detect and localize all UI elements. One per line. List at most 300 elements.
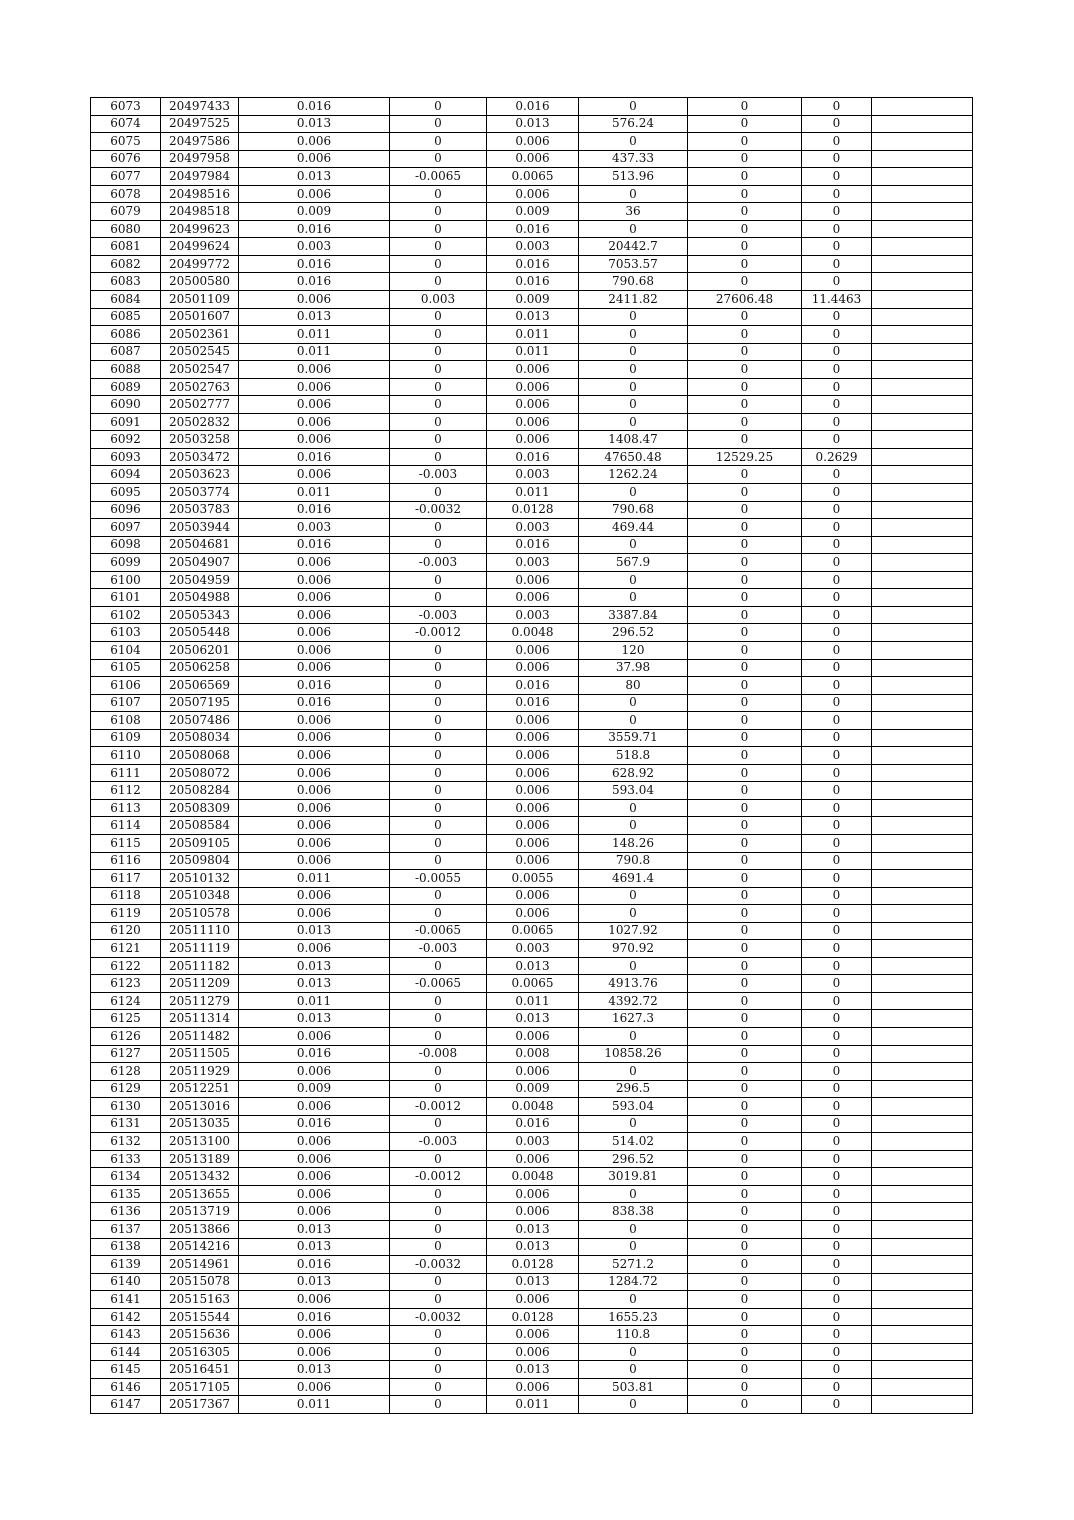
value-b-cell: -0.0012 xyxy=(390,1098,487,1116)
row-number-cell: 6104 xyxy=(91,641,161,659)
amount-cell: 628.92 xyxy=(579,764,688,782)
ratio-cell: 0 xyxy=(802,992,872,1010)
ratio-cell: 0 xyxy=(802,1256,872,1274)
row-number-cell: 6139 xyxy=(91,1256,161,1274)
id-cell: 20508072 xyxy=(161,764,239,782)
ratio-cell: 0 xyxy=(802,466,872,484)
value-a-cell: 0.006 xyxy=(239,554,390,572)
amount-cell: 10858.26 xyxy=(579,1045,688,1063)
ratio-cell: 0 xyxy=(802,1326,872,1344)
value-a-cell: 0.006 xyxy=(239,1098,390,1116)
row-number-cell: 6121 xyxy=(91,940,161,958)
amount-cell: 1408.47 xyxy=(579,431,688,449)
row-number-cell: 6099 xyxy=(91,554,161,572)
id-cell: 20501109 xyxy=(161,291,239,309)
blank-cell xyxy=(872,764,973,782)
amount-cell: 296.52 xyxy=(579,1150,688,1168)
value-b-cell: 0 xyxy=(390,1361,487,1379)
id-cell: 20515163 xyxy=(161,1291,239,1309)
blank-cell xyxy=(872,1273,973,1291)
ratio-cell: 0 xyxy=(802,1396,872,1414)
blank-cell xyxy=(872,536,973,554)
blank-cell xyxy=(872,1291,973,1309)
value-c-cell: 0.006 xyxy=(487,413,579,431)
value-c-cell: 0.0065 xyxy=(487,975,579,993)
id-cell: 20509804 xyxy=(161,852,239,870)
row-number-cell: 6113 xyxy=(91,799,161,817)
table-row xyxy=(91,1273,973,1291)
blank-cell xyxy=(872,203,973,221)
value-a-cell: 0.013 xyxy=(239,975,390,993)
amount-cell: 0 xyxy=(579,536,688,554)
value-c-cell: 0.016 xyxy=(487,536,579,554)
value-a-cell: 0.006 xyxy=(239,1291,390,1309)
amount-cell: 4913.76 xyxy=(579,975,688,993)
id-cell: 20503774 xyxy=(161,484,239,502)
ratio-cell: 0 xyxy=(802,1378,872,1396)
ratio-cell: 0 xyxy=(802,957,872,975)
ratio-cell: 0 xyxy=(802,975,872,993)
row-number-cell: 6073 xyxy=(91,98,161,116)
id-cell: 20508034 xyxy=(161,729,239,747)
amount-cell: 790.68 xyxy=(579,501,688,519)
value-a-cell: 0.006 xyxy=(239,291,390,309)
value-b-cell: -0.0055 xyxy=(390,870,487,888)
value-c-cell: 0.016 xyxy=(487,677,579,695)
amount-cell: 296.5 xyxy=(579,1080,688,1098)
table-row xyxy=(91,1361,973,1379)
ratio-cell: 0 xyxy=(802,203,872,221)
ratio-cell: 0 xyxy=(802,1098,872,1116)
ratio-cell: 0 xyxy=(802,519,872,537)
value-c-cell: 0.013 xyxy=(487,1238,579,1256)
id-cell: 20505448 xyxy=(161,624,239,642)
table-row xyxy=(91,677,973,695)
value-c-cell: 0.0128 xyxy=(487,1256,579,1274)
value-c-cell: 0.006 xyxy=(487,799,579,817)
ratio-cell: 0 xyxy=(802,887,872,905)
value-a-cell: 0.006 xyxy=(239,852,390,870)
ratio-cell: 0 xyxy=(802,905,872,923)
amount-cell: 2411.82 xyxy=(579,291,688,309)
value-a-cell: 0.006 xyxy=(239,606,390,624)
value-c-cell: 0.0128 xyxy=(487,1308,579,1326)
table-row xyxy=(91,624,973,642)
value-c-cell: 0.0048 xyxy=(487,1168,579,1186)
value-a-cell: 0.016 xyxy=(239,694,390,712)
amount-b-cell: 0 xyxy=(688,922,802,940)
row-number-cell: 6097 xyxy=(91,519,161,537)
row-number-cell: 6147 xyxy=(91,1396,161,1414)
value-a-cell: 0.016 xyxy=(239,1308,390,1326)
id-cell: 20508309 xyxy=(161,799,239,817)
amount-b-cell: 0 xyxy=(688,834,802,852)
ratio-cell: 0 xyxy=(802,1063,872,1081)
ratio-cell: 0 xyxy=(802,484,872,502)
amount-b-cell: 0 xyxy=(688,712,802,730)
value-b-cell: 0 xyxy=(390,1185,487,1203)
value-c-cell: 0.006 xyxy=(487,185,579,203)
id-cell: 20514961 xyxy=(161,1256,239,1274)
ratio-cell: 0 xyxy=(802,659,872,677)
ratio-cell: 0 xyxy=(802,1115,872,1133)
ratio-cell: 0 xyxy=(802,571,872,589)
value-a-cell: 0.011 xyxy=(239,870,390,888)
amount-cell: 37.98 xyxy=(579,659,688,677)
table-row xyxy=(91,291,973,309)
amount-b-cell: 0 xyxy=(688,396,802,414)
value-b-cell: -0.0065 xyxy=(390,975,487,993)
amount-b-cell: 0 xyxy=(688,1326,802,1344)
blank-cell xyxy=(872,220,973,238)
ratio-cell: 0 xyxy=(802,606,872,624)
table-row xyxy=(91,799,973,817)
id-cell: 20510132 xyxy=(161,870,239,888)
ratio-cell: 0 xyxy=(802,238,872,256)
row-number-cell: 6085 xyxy=(91,308,161,326)
blank-cell xyxy=(872,1168,973,1186)
ratio-cell: 0 xyxy=(802,1343,872,1361)
amount-b-cell: 0 xyxy=(688,1168,802,1186)
id-cell: 20511314 xyxy=(161,1010,239,1028)
amount-cell: 593.04 xyxy=(579,782,688,800)
value-a-cell: 0.006 xyxy=(239,133,390,151)
row-number-cell: 6141 xyxy=(91,1291,161,1309)
ratio-cell: 0.2629 xyxy=(802,448,872,466)
value-b-cell: 0 xyxy=(390,887,487,905)
blank-cell xyxy=(872,431,973,449)
value-c-cell: 0.013 xyxy=(487,1221,579,1239)
value-b-cell: -0.0012 xyxy=(390,624,487,642)
blank-cell xyxy=(872,694,973,712)
table-row xyxy=(91,1238,973,1256)
row-number-cell: 6109 xyxy=(91,729,161,747)
blank-cell xyxy=(872,905,973,923)
value-b-cell: 0 xyxy=(390,361,487,379)
value-b-cell: 0 xyxy=(390,220,487,238)
row-number-cell: 6138 xyxy=(91,1238,161,1256)
id-cell: 20503944 xyxy=(161,519,239,537)
blank-cell xyxy=(872,168,973,186)
value-b-cell: 0 xyxy=(390,729,487,747)
row-number-cell: 6095 xyxy=(91,484,161,502)
value-a-cell: 0.006 xyxy=(239,466,390,484)
amount-cell: 0 xyxy=(579,1396,688,1414)
value-b-cell: 0 xyxy=(390,992,487,1010)
ratio-cell: 0 xyxy=(802,1221,872,1239)
blank-cell xyxy=(872,1343,973,1361)
ratio-cell: 0 xyxy=(802,922,872,940)
value-b-cell: 0 xyxy=(390,712,487,730)
amount-b-cell: 0 xyxy=(688,992,802,1010)
table-row xyxy=(91,641,973,659)
row-number-cell: 6103 xyxy=(91,624,161,642)
row-number-cell: 6098 xyxy=(91,536,161,554)
amount-cell: 0 xyxy=(579,413,688,431)
value-a-cell: 0.006 xyxy=(239,1027,390,1045)
row-number-cell: 6086 xyxy=(91,326,161,344)
value-a-cell: 0.006 xyxy=(239,659,390,677)
value-c-cell: 0.006 xyxy=(487,641,579,659)
id-cell: 20515636 xyxy=(161,1326,239,1344)
blank-cell xyxy=(872,975,973,993)
value-b-cell: 0 xyxy=(390,238,487,256)
row-number-cell: 6074 xyxy=(91,115,161,133)
table-row xyxy=(91,448,973,466)
value-c-cell: 0.006 xyxy=(487,729,579,747)
amount-b-cell: 0 xyxy=(688,431,802,449)
value-a-cell: 0.006 xyxy=(239,1150,390,1168)
id-cell: 20497525 xyxy=(161,115,239,133)
value-c-cell: 0.0055 xyxy=(487,870,579,888)
table-row xyxy=(91,185,973,203)
value-c-cell: 0.016 xyxy=(487,448,579,466)
id-cell: 20513035 xyxy=(161,1115,239,1133)
blank-cell xyxy=(872,887,973,905)
table-row xyxy=(91,834,973,852)
amount-b-cell: 0 xyxy=(688,659,802,677)
ratio-cell: 0 xyxy=(802,98,872,116)
ratio-cell: 0 xyxy=(802,343,872,361)
amount-b-cell: 0 xyxy=(688,484,802,502)
amount-b-cell: 0 xyxy=(688,308,802,326)
value-c-cell: 0.011 xyxy=(487,484,579,502)
table-row xyxy=(91,519,973,537)
row-number-cell: 6130 xyxy=(91,1098,161,1116)
blank-cell xyxy=(872,1221,973,1239)
value-b-cell: 0 xyxy=(390,852,487,870)
amount-b-cell: 0 xyxy=(688,887,802,905)
blank-cell xyxy=(872,1256,973,1274)
amount-cell: 0 xyxy=(579,361,688,379)
amount-b-cell: 0 xyxy=(688,185,802,203)
value-a-cell: 0.013 xyxy=(239,922,390,940)
table-row xyxy=(91,694,973,712)
value-c-cell: 0.016 xyxy=(487,98,579,116)
value-c-cell: 0.011 xyxy=(487,343,579,361)
value-c-cell: 0.009 xyxy=(487,1080,579,1098)
value-c-cell: 0.003 xyxy=(487,606,579,624)
value-c-cell: 0.006 xyxy=(487,571,579,589)
value-c-cell: 0.006 xyxy=(487,659,579,677)
value-b-cell: 0 xyxy=(390,782,487,800)
value-b-cell: 0 xyxy=(390,1221,487,1239)
row-number-cell: 6106 xyxy=(91,677,161,695)
amount-cell: 110.8 xyxy=(579,1326,688,1344)
value-a-cell: 0.016 xyxy=(239,220,390,238)
blank-cell xyxy=(872,957,973,975)
id-cell: 20509105 xyxy=(161,834,239,852)
value-a-cell: 0.006 xyxy=(239,764,390,782)
ratio-cell: 0 xyxy=(802,554,872,572)
amount-b-cell: 0 xyxy=(688,220,802,238)
value-c-cell: 0.003 xyxy=(487,519,579,537)
id-cell: 20502777 xyxy=(161,396,239,414)
id-cell: 20505343 xyxy=(161,606,239,624)
ratio-cell: 0 xyxy=(802,641,872,659)
blank-cell xyxy=(872,98,973,116)
blank-cell xyxy=(872,519,973,537)
table-row xyxy=(91,115,973,133)
blank-cell xyxy=(872,712,973,730)
amount-b-cell: 0 xyxy=(688,975,802,993)
row-number-cell: 6144 xyxy=(91,1343,161,1361)
amount-cell: 0 xyxy=(579,1221,688,1239)
ratio-cell: 0 xyxy=(802,799,872,817)
value-b-cell: -0.0032 xyxy=(390,1308,487,1326)
ratio-cell: 0 xyxy=(802,220,872,238)
amount-cell: 1655.23 xyxy=(579,1308,688,1326)
id-cell: 20498516 xyxy=(161,185,239,203)
table-row xyxy=(91,589,973,607)
blank-cell xyxy=(872,799,973,817)
value-a-cell: 0.013 xyxy=(239,957,390,975)
id-cell: 20513719 xyxy=(161,1203,239,1221)
blank-cell xyxy=(872,589,973,607)
value-b-cell: 0 xyxy=(390,1396,487,1414)
amount-cell: 0 xyxy=(579,343,688,361)
value-c-cell: 0.006 xyxy=(487,1326,579,1344)
value-a-cell: 0.006 xyxy=(239,1326,390,1344)
value-b-cell: 0.003 xyxy=(390,291,487,309)
blank-cell xyxy=(872,1203,973,1221)
value-b-cell: 0 xyxy=(390,1027,487,1045)
row-number-cell: 6112 xyxy=(91,782,161,800)
blank-cell xyxy=(872,343,973,361)
table-row xyxy=(91,1115,973,1133)
blank-cell xyxy=(872,1115,973,1133)
ratio-cell: 0 xyxy=(802,1027,872,1045)
value-b-cell: -0.0032 xyxy=(390,1256,487,1274)
amount-b-cell: 0 xyxy=(688,1080,802,1098)
amount-b-cell: 0 xyxy=(688,589,802,607)
blank-cell xyxy=(872,641,973,659)
row-number-cell: 6125 xyxy=(91,1010,161,1028)
ratio-cell: 0 xyxy=(802,1080,872,1098)
amount-cell: 80 xyxy=(579,677,688,695)
id-cell: 20513189 xyxy=(161,1150,239,1168)
ratio-cell: 0 xyxy=(802,115,872,133)
id-cell: 20511505 xyxy=(161,1045,239,1063)
table-row xyxy=(91,133,973,151)
blank-cell xyxy=(872,1080,973,1098)
value-a-cell: 0.006 xyxy=(239,1133,390,1151)
value-a-cell: 0.016 xyxy=(239,1256,390,1274)
value-c-cell: 0.011 xyxy=(487,1396,579,1414)
value-b-cell: 0 xyxy=(390,255,487,273)
ratio-cell: 0 xyxy=(802,1185,872,1203)
value-a-cell: 0.006 xyxy=(239,361,390,379)
table-row xyxy=(91,308,973,326)
ratio-cell: 0 xyxy=(802,1133,872,1151)
value-c-cell: 0.006 xyxy=(487,378,579,396)
amount-cell: 0 xyxy=(579,378,688,396)
amount-cell: 0 xyxy=(579,326,688,344)
amount-b-cell: 0 xyxy=(688,1133,802,1151)
table-row xyxy=(91,1326,973,1344)
value-b-cell: 0 xyxy=(390,1010,487,1028)
amount-b-cell: 0 xyxy=(688,1308,802,1326)
blank-cell xyxy=(872,396,973,414)
ratio-cell: 0 xyxy=(802,1308,872,1326)
id-cell: 20517105 xyxy=(161,1378,239,1396)
blank-cell xyxy=(872,834,973,852)
table-row xyxy=(91,466,973,484)
value-b-cell: 0 xyxy=(390,1343,487,1361)
amount-b-cell: 0 xyxy=(688,1343,802,1361)
value-a-cell: 0.006 xyxy=(239,782,390,800)
amount-b-cell: 0 xyxy=(688,168,802,186)
id-cell: 20510578 xyxy=(161,905,239,923)
value-c-cell: 0.006 xyxy=(487,431,579,449)
row-number-cell: 6101 xyxy=(91,589,161,607)
amount-b-cell: 0 xyxy=(688,1098,802,1116)
value-b-cell: 0 xyxy=(390,185,487,203)
value-c-cell: 0.006 xyxy=(487,887,579,905)
row-number-cell: 6117 xyxy=(91,870,161,888)
ratio-cell: 0 xyxy=(802,729,872,747)
row-number-cell: 6081 xyxy=(91,238,161,256)
amount-b-cell: 0 xyxy=(688,1150,802,1168)
value-b-cell: 0 xyxy=(390,1203,487,1221)
row-number-cell: 6080 xyxy=(91,220,161,238)
value-c-cell: 0.006 xyxy=(487,1291,579,1309)
value-a-cell: 0.006 xyxy=(239,624,390,642)
amount-b-cell: 0 xyxy=(688,501,802,519)
blank-cell xyxy=(872,1238,973,1256)
value-c-cell: 0.006 xyxy=(487,782,579,800)
row-number-cell: 6090 xyxy=(91,396,161,414)
table-row xyxy=(91,870,973,888)
amount-cell: 1284.72 xyxy=(579,1273,688,1291)
id-cell: 20504907 xyxy=(161,554,239,572)
value-c-cell: 0.006 xyxy=(487,1063,579,1081)
value-c-cell: 0.006 xyxy=(487,764,579,782)
amount-b-cell: 0 xyxy=(688,1045,802,1063)
value-a-cell: 0.016 xyxy=(239,677,390,695)
table-row xyxy=(91,273,973,291)
id-cell: 20508584 xyxy=(161,817,239,835)
amount-b-cell: 0 xyxy=(688,1185,802,1203)
amount-cell: 0 xyxy=(579,1027,688,1045)
ratio-cell: 0 xyxy=(802,1010,872,1028)
ratio-cell: 0 xyxy=(802,677,872,695)
value-b-cell: 0 xyxy=(390,1238,487,1256)
value-c-cell: 0.006 xyxy=(487,747,579,765)
amount-b-cell: 0 xyxy=(688,852,802,870)
amount-b-cell: 0 xyxy=(688,255,802,273)
value-a-cell: 0.006 xyxy=(239,940,390,958)
value-b-cell: 0 xyxy=(390,957,487,975)
row-number-cell: 6114 xyxy=(91,817,161,835)
table-row xyxy=(91,98,973,116)
amount-cell: 790.8 xyxy=(579,852,688,870)
row-number-cell: 6107 xyxy=(91,694,161,712)
blank-cell xyxy=(872,361,973,379)
ratio-cell: 11.4463 xyxy=(802,291,872,309)
ratio-cell: 0 xyxy=(802,378,872,396)
value-a-cell: 0.016 xyxy=(239,1115,390,1133)
amount-b-cell: 0 xyxy=(688,641,802,659)
value-b-cell: -0.003 xyxy=(390,940,487,958)
value-a-cell: 0.006 xyxy=(239,905,390,923)
value-b-cell: -0.003 xyxy=(390,606,487,624)
table-row xyxy=(91,1063,973,1081)
amount-b-cell: 0 xyxy=(688,729,802,747)
ratio-cell: 0 xyxy=(802,624,872,642)
row-number-cell: 6100 xyxy=(91,571,161,589)
id-cell: 20507486 xyxy=(161,712,239,730)
